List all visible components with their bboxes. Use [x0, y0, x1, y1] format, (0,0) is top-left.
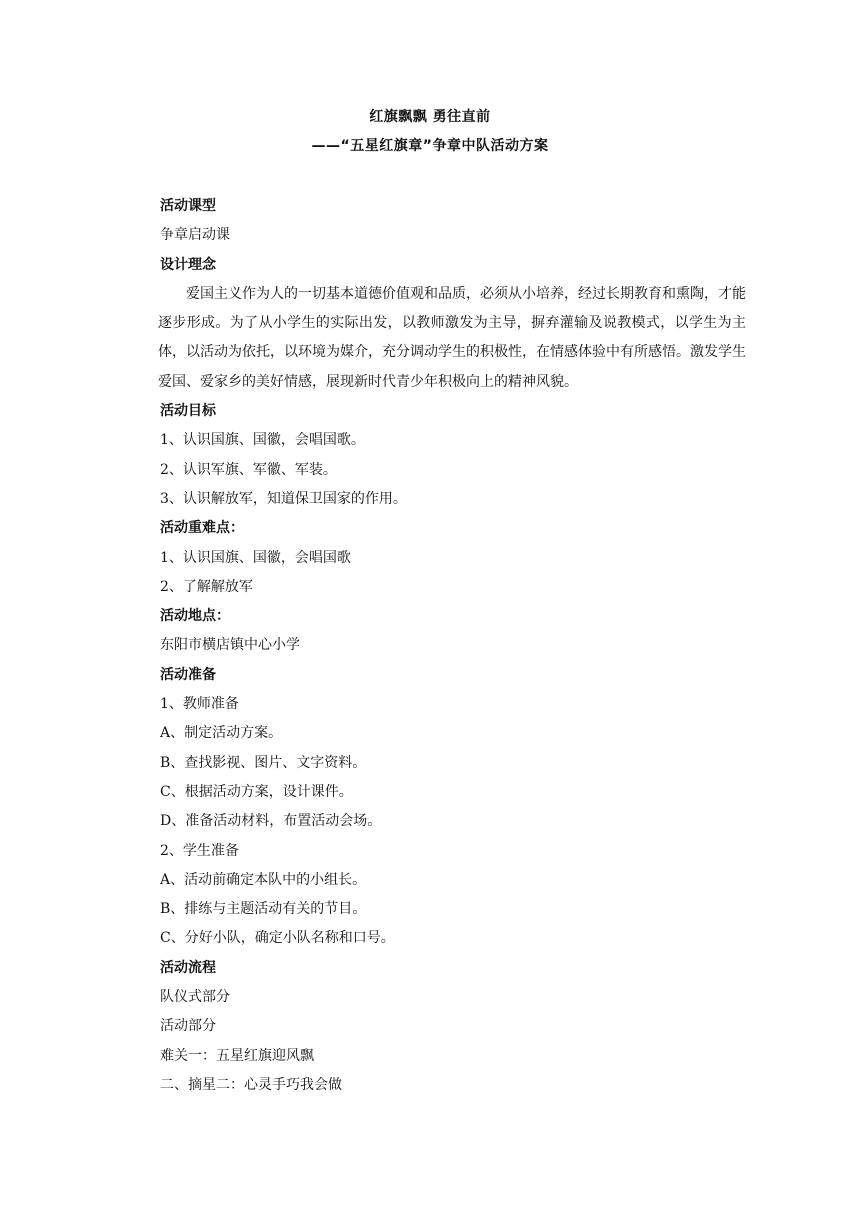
list-item: 2、认识军旗、军徽、军装。 — [160, 461, 337, 478]
list-item: 1、认识国旗、国徽，会唱国歌 — [160, 549, 351, 566]
list-item: C、根据活动方案，设计课件。 — [160, 783, 353, 800]
list-item: 队仪式部分 — [160, 989, 230, 1006]
section-heading-design-concept: 设计理念 — [160, 256, 216, 273]
section-heading-process: 活动流程 — [160, 959, 216, 976]
list-item: 难关一：五星红旗迎风飘 — [160, 1047, 314, 1064]
section-heading-preparation: 活动准备 — [160, 666, 216, 683]
list-item: A、活动前确定本队中的小组长。 — [160, 871, 367, 888]
section-heading-course-type: 活动课型 — [160, 198, 216, 214]
list-item: D、准备活动材料，布置活动会场。 — [160, 813, 382, 830]
list-item: 2、了解解放军 — [160, 578, 253, 595]
list-item: 活动部分 — [160, 1018, 216, 1035]
list-item: 1、认识国旗、国徽，会唱国歌。 — [160, 432, 365, 449]
section-heading-key-points: 活动重难点： — [160, 520, 244, 537]
course-type-text: 争章启动课 — [160, 227, 230, 244]
list-item: C、分好小队，确定小队名称和口号。 — [160, 930, 395, 947]
document-title: 红旗飘飘 勇往直前 — [369, 109, 491, 125]
document-subtitle: ——“五星红旗章”争章中队活动方案 — [311, 138, 549, 154]
list-item: 二、摘星二：心灵手巧我会做 — [160, 1076, 342, 1093]
location-text: 东阳市横店镇中心小学 — [160, 637, 300, 654]
document-body — [160, 192, 746, 1100]
section-heading-location: 活动地点： — [160, 608, 230, 625]
design-concept-paragraph: 爱国主义作为人的一切基本道德价值观和品质，必须从小培养，经过长期教育和熏陶，才能逐步形成。为了从小学生的实际出发，以教师激发为主导，摒弃灌输及说教模式，以学生为主体，以活动为依托，以环境为媒介，充分调动学生的积极性，在情感体验中有所感悟。激发学生爱国、爱家乡的美好情感，展现新时代青少年积极向上的精神风貌。 — [158, 285, 746, 390]
list-item: 3、认识解放军，知道保卫国家的作用。 — [160, 490, 407, 507]
list-item: 2、学生准备 — [160, 842, 239, 859]
list-item: A、制定活动方案。 — [160, 725, 283, 742]
list-item: B、排练与主题活动有关的节目。 — [160, 901, 367, 918]
list-item: 1、教师准备 — [160, 696, 239, 713]
section-heading-goals: 活动目标 — [160, 403, 216, 420]
list-item: B、查找影视、图片、文字资料。 — [160, 754, 367, 771]
